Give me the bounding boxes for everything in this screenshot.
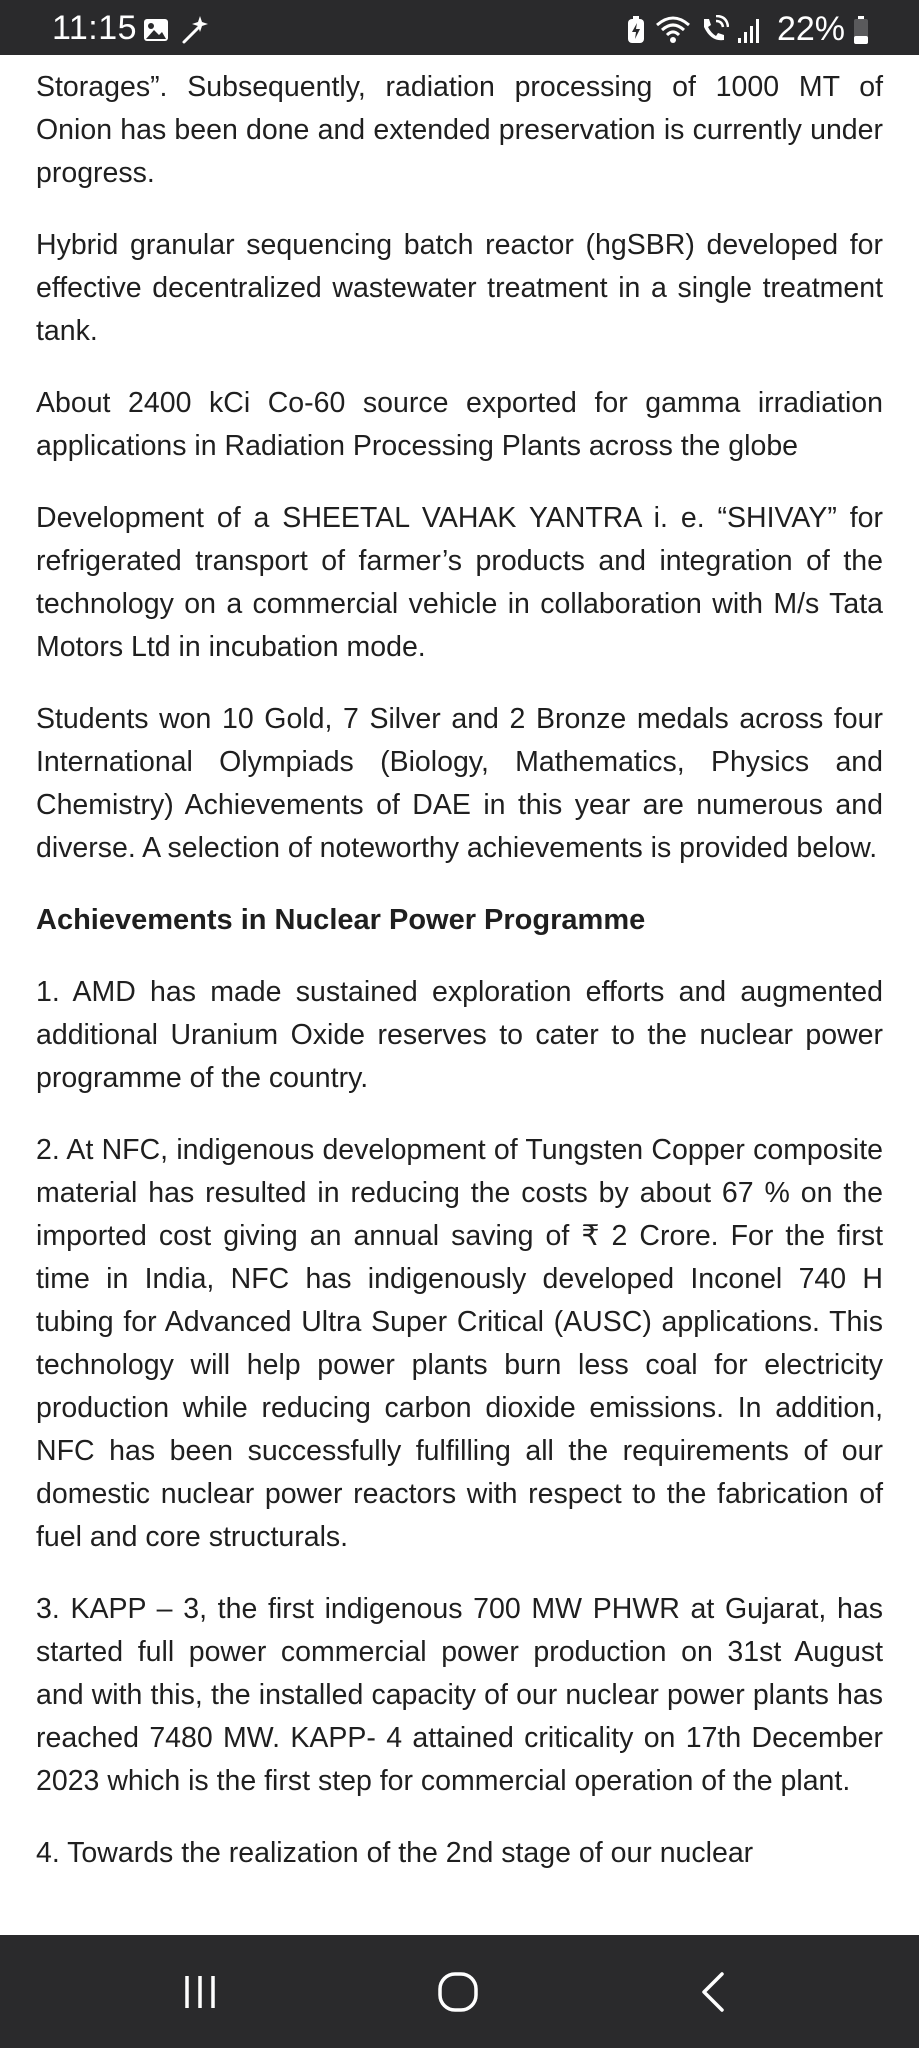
article-paragraph: Development of a SHEETAL VAHAK YANTRA i. e. “SHIVAY” for refrigerated transport of farmer’s products and integration of the technology on a commercial vehicle in collaboration with M/s Tata Motors Ltd in incubation mode. — [36, 502, 883, 663]
wifi-icon — [655, 15, 691, 45]
recent-apps-icon — [178, 1970, 222, 2014]
status-bar — [0, 0, 919, 55]
battery-icon — [853, 15, 869, 45]
home-button[interactable] — [398, 1935, 518, 2048]
status-left-icons — [142, 14, 210, 46]
navigation-bar — [0, 1935, 919, 2048]
achievement-item: 4. Towards the realization of the 2nd stage of our nuclear — [36, 1837, 754, 1869]
achievement-item: 3. KAPP – 3, the first indigenous 700 MW PHWR at Gujarat, has started full power commercial power production on 31st August and with this, the installed capacity of our nuclear power plants has reached 7480 MW. KAPP- 4 attained criticality on 17th December 2023 which is the first step for commercial operation of the plant. — [36, 1593, 883, 1797]
status-time: 11:15 — [52, 9, 138, 47]
back-icon — [694, 1969, 734, 2015]
achievement-item: 2. At NFC, indigenous development of Tungsten Copper composite material has resulted in reducing the costs by about 67 % on the imported cost giving an annual saving of ₹ 2 Crore. For the first time in India, NFC has indigenously developed Inconel 740 H tubing for Advanced Ultra Super Critical (AUSC) applications. This technology will help power plants burn less coal for electricity production while reducing carbon dioxide emissions. In addition, NFC has been successfully fulfilling all the requirements of our domestic nuclear power reactors with respect to the fabrication of fuel and core structurals. — [36, 1134, 883, 1553]
gallery-icon — [142, 16, 170, 44]
signal-icon — [737, 16, 763, 44]
article-paragraph: About 2400 kCi Co-60 source exported for gamma irradiation applications in Radiation Processing Plants across the globe — [36, 387, 883, 462]
battery-saver-icon — [625, 15, 647, 45]
home-icon — [435, 1969, 481, 2015]
battery-percentage: 22% — [776, 10, 845, 48]
status-right-icons — [625, 10, 869, 49]
back-button[interactable] — [654, 1935, 774, 2048]
wifi-calling-icon — [699, 15, 729, 45]
recent-apps-button[interactable] — [140, 1935, 260, 2048]
achievement-item: 1. AMD has made sustained exploration efforts and augmented additional Uranium Oxide reserves to cater to the nuclear power programme of the country. — [36, 976, 883, 1094]
article-content — [0, 55, 919, 1935]
article-paragraph: Storages”. Subsequently, radiation processing of 1000 MT of Onion has been done and extended preservation is currently under progress. — [36, 71, 883, 189]
article-paragraph: Students won 10 Gold, 7 Silver and 2 Bronze medals across four International Olympiads (Biology, Mathematics, Physics and Chemistry) Achievements of DAE in this year are numerous and diverse. A selection of noteworthy achievements is provided below. — [36, 703, 883, 864]
sparkle-icon — [178, 14, 210, 46]
partial-line-top — [36, 55, 883, 66]
section-heading: Achievements in Nuclear Power Programme — [36, 904, 646, 936]
article-paragraph: Hybrid granular sequencing batch reactor (hgSBR) developed for effective decentralized wastewater treatment in a single treatment tank. — [36, 229, 883, 347]
